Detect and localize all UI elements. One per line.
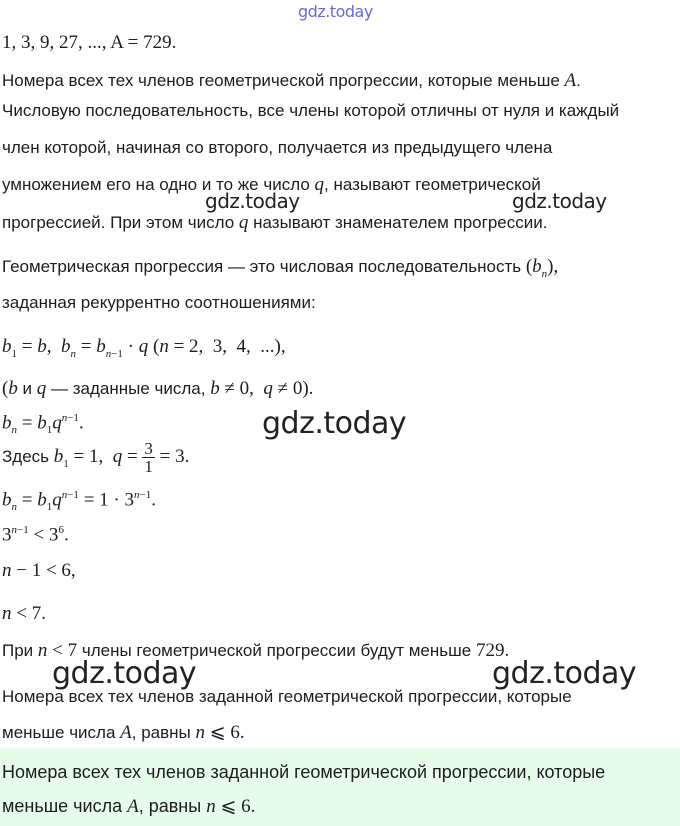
watermark-5: gdz.today <box>492 656 637 691</box>
substituted-formula: $b_n = b_1q^{n-1} = 1 \cdot 3^{n-1}$. <box>2 489 156 514</box>
summary-line-2: меньше числа A, равны n ⩽ 6. <box>2 722 245 743</box>
watermark-2: gdz.today <box>512 189 607 213</box>
watermark-3: gdz.today <box>262 406 407 441</box>
recurrence-intro-2: заданная рекуррентно соотношениями: <box>2 293 316 312</box>
inequality-3: n < 7. <box>2 603 46 624</box>
recurrence-intro-1: Геометрическая прогрессия — это числовая последовательность $(b_n)$, <box>2 256 559 280</box>
answer-line-2: меньше числа A, равны n ⩽ 6. <box>2 796 256 817</box>
watermark-top: gdz.today <box>298 2 373 21</box>
watermark-1: gdz.today <box>205 189 300 213</box>
definition-line-1: Числовую последовательность, все члены которой отличны от нуля и каждый <box>2 101 620 120</box>
inequality-1: $3^{n-1} < 3^6$. <box>2 524 69 546</box>
inequality-2: n − 1 < 6, <box>2 560 76 581</box>
summary-line-1: Номера всех тех членов заданной геометрической прогрессии, которые <box>2 687 572 706</box>
values-line: Здесь $b_1 = 1$, q = $\frac{3}{1}$ = 3. <box>2 439 190 476</box>
definition-line-3: умножением его на одно и то же число q, называют геометрической <box>2 174 541 195</box>
question-line: Номера всех тех членов геометрической прогрессии, которые меньше A. <box>2 70 581 91</box>
definition-line-4: прогрессией. При этом число q называют знаменателем прогрессии. <box>2 212 548 233</box>
given-numbers-line: (b и q — заданные числа, b ≠ 0, q ≠ 0). <box>2 378 314 399</box>
general-term-formula: $b_n = b_1q^{n-1}$. <box>2 412 84 437</box>
conclusion-line: При n < 7 члены геометрической прогрессии будут меньше 729. <box>2 640 510 661</box>
answer-line-1: Номера всех тех членов заданной геометрической прогрессии, которые <box>2 762 606 782</box>
definition-line-2: член которой, начиная со второго, получается из предыдущего члена <box>2 138 553 157</box>
recurrence-formula: $b_1 = b$, $b_n = b_{n-1} \cdot q$ (n = 2, 3, 4, ...), <box>2 336 286 360</box>
watermark-4: gdz.today <box>52 656 197 691</box>
sequence-line: 1, 3, 9, 27, ..., A = 729. <box>2 32 177 53</box>
